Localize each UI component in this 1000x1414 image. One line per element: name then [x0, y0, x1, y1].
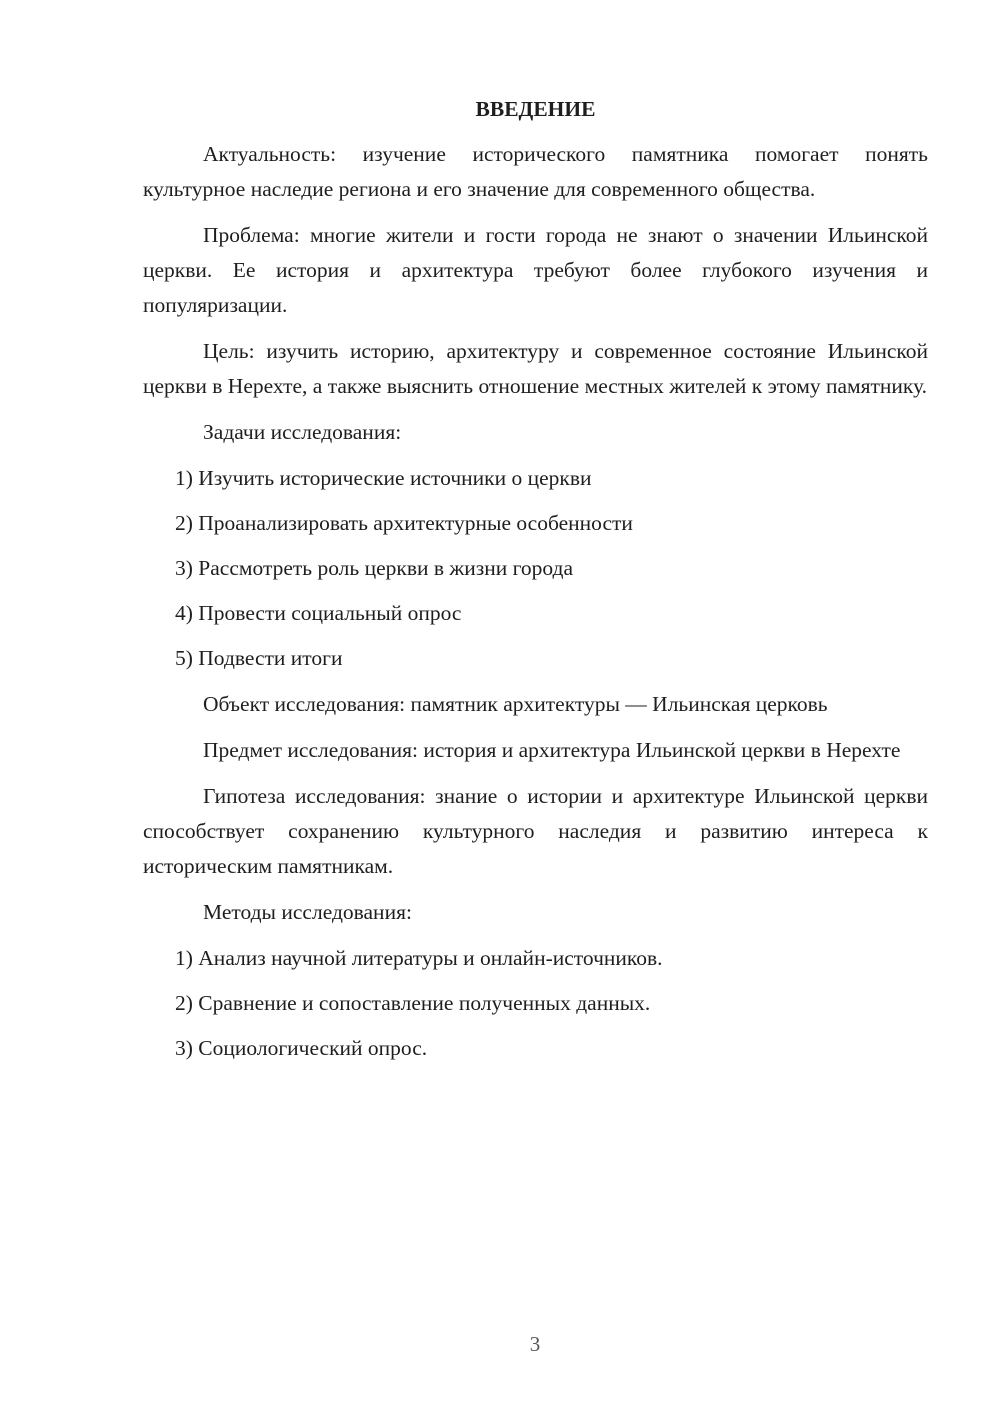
page-number: 3: [529, 1332, 541, 1356]
list-item: 2) Сравнение и сопоставление полученных данных.: [175, 991, 651, 1015]
section-title: ВВЕДЕНИЕ: [475, 97, 596, 121]
list-item: 1) Анализ научной литературы и онлайн-источников.: [175, 946, 663, 970]
list-item: 2) Проанализировать архитектурные особенности: [175, 511, 633, 535]
problem-paragraph: Проблема: многие жители и гости города не знают о значении Ильинской церкви. Ее история и архитектура требуют более глубокого изучения и популяризации.: [143, 223, 928, 317]
list-item: 5) Подвести итоги: [175, 646, 343, 670]
object-paragraph: Объект исследования: памятник архитектуры — Ильинская церковь: [203, 692, 828, 716]
tasks-heading: Задачи исследования:: [203, 420, 402, 444]
hypothesis-paragraph: Гипотеза исследования: знание о истории и архитектуре Ильинской церкви способствует сохранению культурного наследия и развитию интереса к историческим памятникам.: [143, 784, 928, 878]
relevance-paragraph: Актуальность: изучение исторического памятника помогает понять культурное наследие региона и его значение для современного общества.: [143, 142, 928, 201]
list-item: 3) Социологический опрос.: [175, 1036, 428, 1060]
list-item: 4) Провести социальный опрос: [175, 601, 462, 625]
methods-heading: Методы исследования:: [203, 900, 412, 924]
tasks-list: [143, 461, 928, 676]
list-item: 3) Рассмотреть роль церкви в жизни города: [175, 556, 574, 580]
goal-paragraph: Цель: изучить историю, архитектуру и современное состояние Ильинской церкви в Нерехте, а также выяснить отношение местных жителей к этому памятнику.: [143, 339, 928, 398]
document-body: [143, 92, 928, 1077]
methods-list: [143, 941, 928, 1066]
list-item: 1) Изучить исторические источники о церкви: [175, 466, 592, 490]
subject-paragraph: Предмет исследования: история и архитектура Ильинской церкви в Нерехте: [203, 738, 901, 762]
